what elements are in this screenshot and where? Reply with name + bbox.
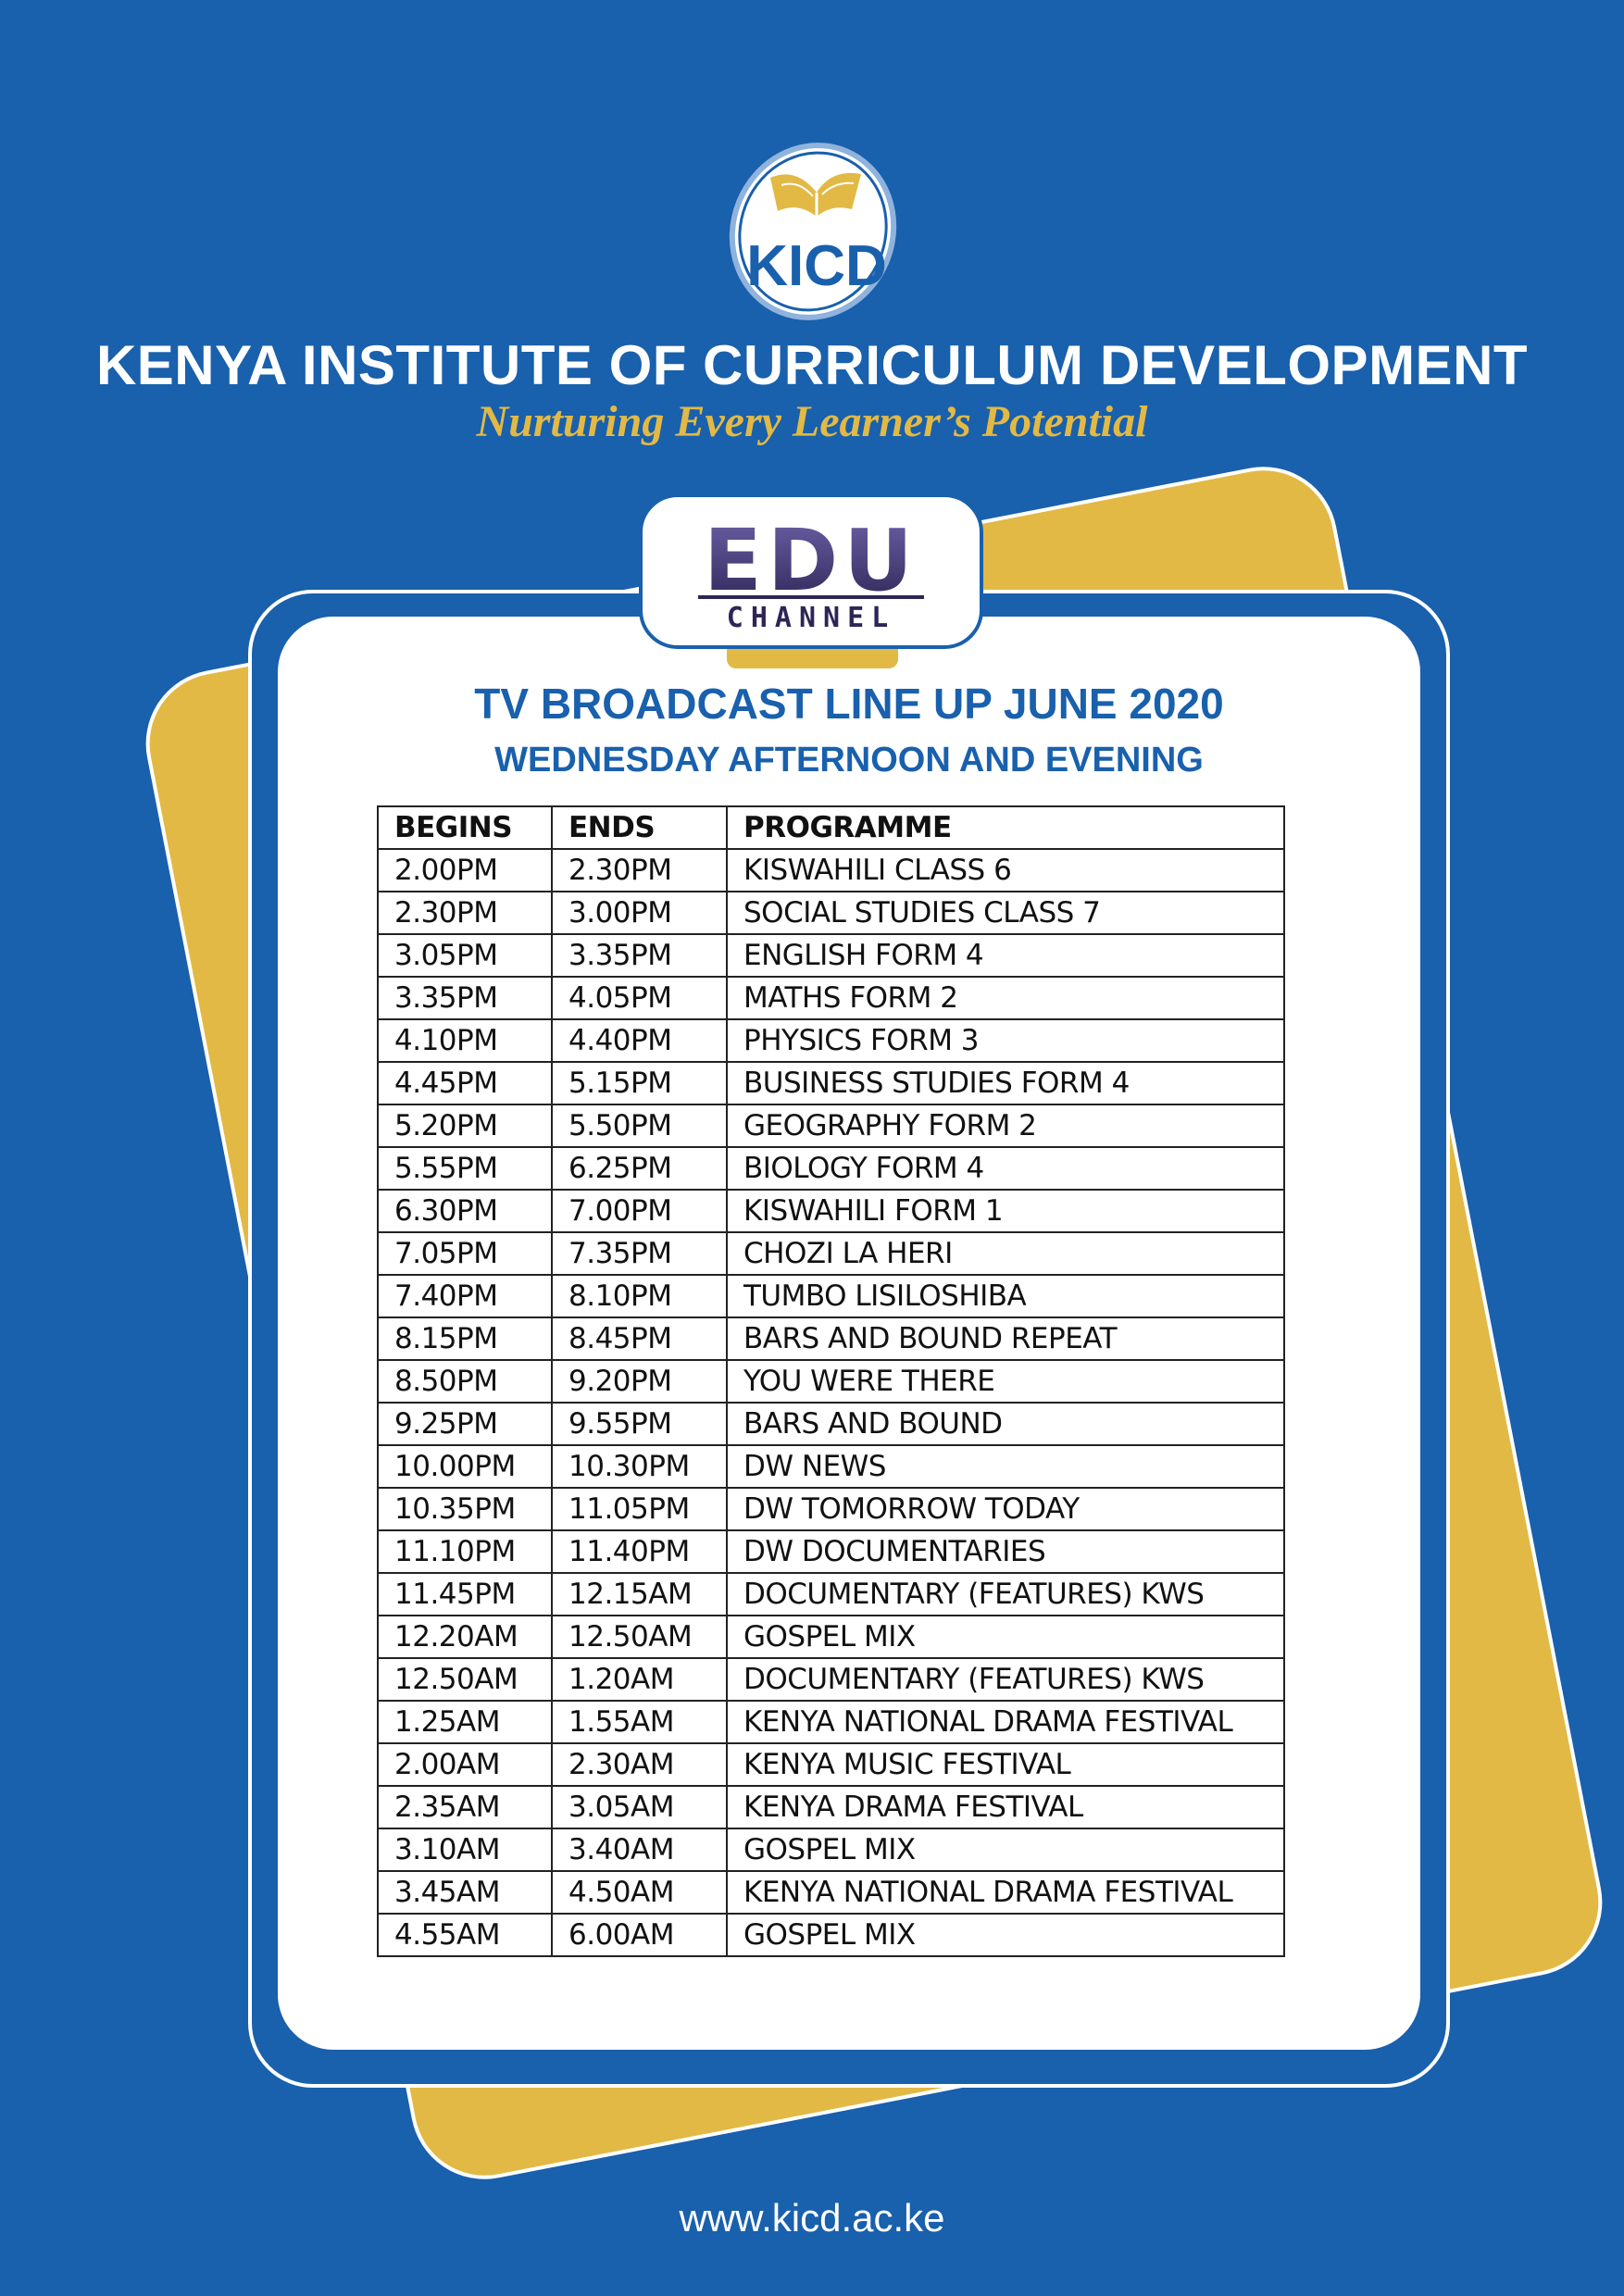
programme-cell: DOCUMENTARY (FEATURES) KWS — [727, 1658, 1284, 1701]
table-row — [378, 892, 1284, 934]
programme-cell: TUMBO LISILOSHIBA — [727, 1275, 1284, 1317]
column-header-ends: ENDS — [552, 806, 727, 849]
table-row — [378, 977, 1284, 1019]
begins-cell: 2.00PM — [378, 849, 552, 892]
programme-cell: DW TOMORROW TODAY — [727, 1488, 1284, 1530]
begins-cell: 3.45AM — [378, 1871, 552, 1914]
programme-cell: BARS AND BOUND — [727, 1403, 1284, 1445]
programme-cell: SOCIAL STUDIES CLASS 7 — [727, 892, 1284, 934]
begins-cell: 7.05PM — [378, 1232, 552, 1275]
programme-cell: GEOGRAPHY FORM 2 — [727, 1104, 1284, 1147]
begins-cell: 5.55PM — [378, 1147, 552, 1190]
begins-cell: 4.10PM — [378, 1019, 552, 1062]
table-row — [378, 1275, 1284, 1317]
table-row — [378, 1743, 1284, 1786]
begins-cell: 10.00PM — [378, 1445, 552, 1488]
programme-cell: DOCUMENTARY (FEATURES) KWS — [727, 1573, 1284, 1616]
programme-cell: GOSPEL MIX — [727, 1616, 1284, 1658]
ends-cell: 1.20AM — [552, 1658, 727, 1701]
begins-cell: 2.30PM — [378, 892, 552, 934]
programme-cell: YOU WERE THERE — [727, 1360, 1284, 1403]
programme-cell: KENYA DRAMA FESTIVAL — [727, 1786, 1284, 1828]
ends-cell: 9.55PM — [552, 1403, 727, 1445]
edu-channel-logo — [639, 493, 983, 649]
begins-cell: 1.25AM — [378, 1701, 552, 1743]
begins-cell: 9.25PM — [378, 1403, 552, 1445]
table-row — [378, 1658, 1284, 1701]
table-row — [378, 1360, 1284, 1403]
table-row — [378, 1573, 1284, 1616]
schedule-body — [378, 849, 1284, 1956]
ends-cell: 4.50AM — [552, 1871, 727, 1914]
programme-cell: BIOLOGY FORM 4 — [727, 1147, 1284, 1190]
edu-logo-main: EDU — [704, 511, 918, 610]
begins-cell: 4.45PM — [378, 1062, 552, 1104]
programme-cell: GOSPEL MIX — [727, 1828, 1284, 1871]
programme-cell: KISWAHILI FORM 1 — [727, 1190, 1284, 1232]
ends-cell: 2.30PM — [552, 849, 727, 892]
programme-cell: PHYSICS FORM 3 — [727, 1019, 1284, 1062]
ends-cell: 3.00PM — [552, 892, 727, 934]
table-row — [378, 1232, 1284, 1275]
programme-cell: BARS AND BOUND REPEAT — [727, 1317, 1284, 1360]
begins-cell: 5.20PM — [378, 1104, 552, 1147]
logo-text: KICD — [746, 234, 887, 298]
table-row — [378, 1062, 1284, 1104]
begins-cell: 3.05PM — [378, 934, 552, 977]
begins-cell: 8.50PM — [378, 1360, 552, 1403]
ends-cell: 5.50PM — [552, 1104, 727, 1147]
begins-cell: 4.55AM — [378, 1914, 552, 1956]
ends-cell: 12.50AM — [552, 1616, 727, 1658]
table-header-row — [378, 806, 1284, 849]
schedule-subtitle: WEDNESDAY AFTERNOON AND EVENING — [494, 741, 1204, 780]
ends-cell: 11.05PM — [552, 1488, 727, 1530]
tagline: Nurturing Every Learner’s Potential — [476, 397, 1148, 446]
begins-cell: 6.30PM — [378, 1190, 552, 1232]
ends-cell: 4.05PM — [552, 977, 727, 1019]
ends-cell: 7.00PM — [552, 1190, 727, 1232]
org-name: KENYA INSTITUTE OF CURRICULUM DEVELOPMENT — [95, 334, 1529, 396]
programme-cell: KENYA NATIONAL DRAMA FESTIVAL — [727, 1701, 1284, 1743]
programme-cell: ENGLISH FORM 4 — [727, 934, 1284, 977]
table-row — [378, 1104, 1284, 1147]
ends-cell: 3.40AM — [552, 1828, 727, 1871]
table-row — [378, 1488, 1284, 1530]
column-header-begins: BEGINS — [378, 806, 552, 849]
table-row — [378, 1871, 1284, 1914]
begins-cell: 2.35AM — [378, 1786, 552, 1828]
ends-cell: 6.00AM — [552, 1914, 727, 1956]
table-row — [378, 1445, 1284, 1488]
table-row — [378, 1403, 1284, 1445]
table-row — [378, 1701, 1284, 1743]
begins-cell: 11.45PM — [378, 1573, 552, 1616]
begins-cell: 12.20AM — [378, 1616, 552, 1658]
table-row — [378, 1190, 1284, 1232]
ends-cell: 11.40PM — [552, 1530, 727, 1573]
table-row — [378, 1530, 1284, 1573]
begins-cell: 3.35PM — [378, 977, 552, 1019]
table-row — [378, 1786, 1284, 1828]
schedule-title: TV BROADCAST LINE UP JUNE 2020 — [474, 680, 1224, 728]
schedule-table — [377, 805, 1285, 1957]
table-row — [378, 1317, 1284, 1360]
programme-cell: KENYA NATIONAL DRAMA FESTIVAL — [727, 1871, 1284, 1914]
ends-cell: 12.15AM — [552, 1573, 727, 1616]
programme-cell: DW NEWS — [727, 1445, 1284, 1488]
programme-cell: KENYA MUSIC FESTIVAL — [727, 1743, 1284, 1786]
begins-cell: 3.10AM — [378, 1828, 552, 1871]
ends-cell: 9.20PM — [552, 1360, 727, 1403]
ends-cell: 2.30AM — [552, 1743, 727, 1786]
edu-logo-sub: CHANNEL — [726, 602, 896, 634]
table-row — [378, 934, 1284, 977]
ends-cell: 6.25PM — [552, 1147, 727, 1190]
programme-cell: CHOZI LA HERI — [727, 1232, 1284, 1275]
column-header-programme: PROGRAMME — [727, 806, 1284, 849]
table-row — [378, 1019, 1284, 1062]
table-row — [378, 1828, 1284, 1871]
begins-cell: 10.35PM — [378, 1488, 552, 1530]
begins-cell: 12.50AM — [378, 1658, 552, 1701]
ends-cell: 4.40PM — [552, 1019, 727, 1062]
begins-cell: 2.00AM — [378, 1743, 552, 1786]
ends-cell: 7.35PM — [552, 1232, 727, 1275]
ends-cell: 3.35PM — [552, 934, 727, 977]
table-row — [378, 1914, 1284, 1956]
begins-cell: 8.15PM — [378, 1317, 552, 1360]
table-row — [378, 849, 1284, 892]
table-row — [378, 1147, 1284, 1190]
ends-cell: 8.45PM — [552, 1317, 727, 1360]
ends-cell: 8.10PM — [552, 1275, 727, 1317]
ends-cell: 1.55AM — [552, 1701, 727, 1743]
footer-url: www.kicd.ac.ke — [679, 2196, 945, 2240]
ends-cell: 10.30PM — [552, 1445, 727, 1488]
begins-cell: 7.40PM — [378, 1275, 552, 1317]
ends-cell: 3.05AM — [552, 1786, 727, 1828]
table-row — [378, 1616, 1284, 1658]
programme-cell: MATHS FORM 2 — [727, 977, 1284, 1019]
ends-cell: 5.15PM — [552, 1062, 727, 1104]
programme-cell: GOSPEL MIX — [727, 1914, 1284, 1956]
begins-cell: 11.10PM — [378, 1530, 552, 1573]
programme-cell: BUSINESS STUDIES FORM 4 — [727, 1062, 1284, 1104]
kicd-logo — [713, 139, 917, 324]
programme-cell: DW DOCUMENTARIES — [727, 1530, 1284, 1573]
programme-cell: KISWAHILI CLASS 6 — [727, 849, 1284, 892]
